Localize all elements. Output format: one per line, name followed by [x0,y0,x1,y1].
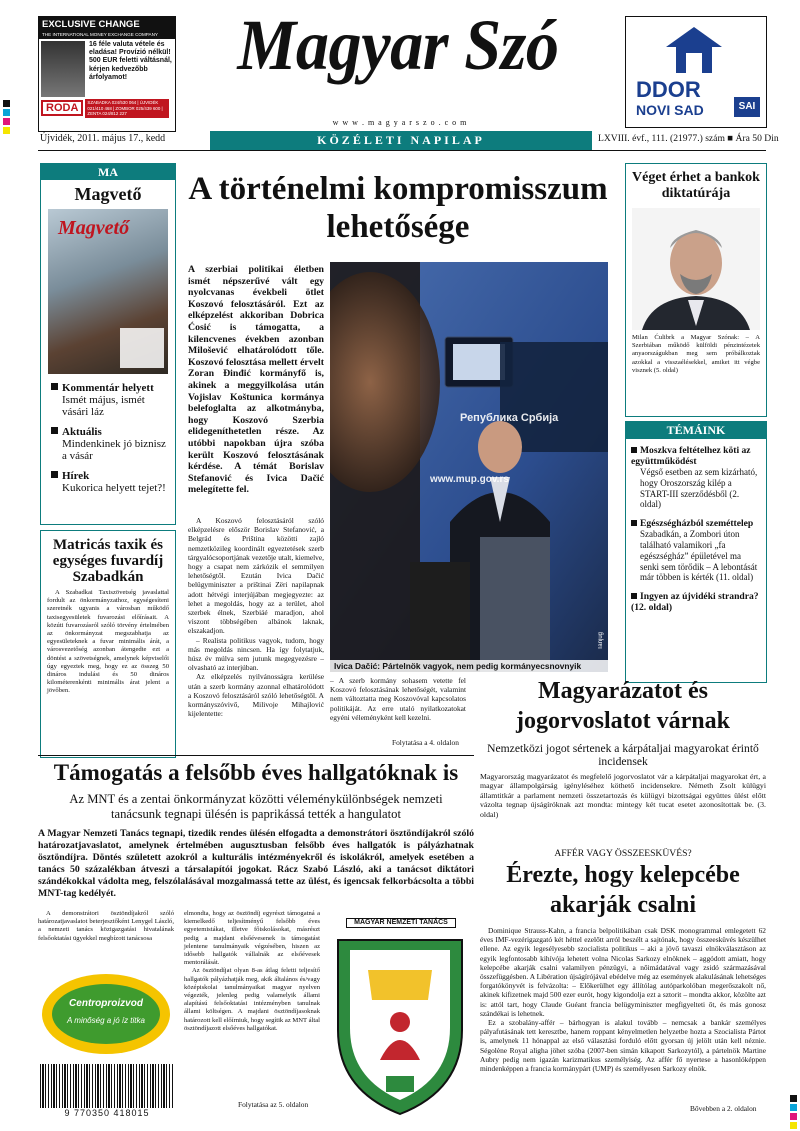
exchange-ad-title: EXCLUSIVE CHANGE [39,17,175,32]
ma-item-text: Ismét május, ismét vásári láz [62,394,145,418]
ddor-city: NOVI SAD [636,102,704,118]
temaink-header: TÉMÁINK [626,422,766,439]
bullet-icon [631,447,637,453]
photo-sign-text-2: www.mup.gov.rs [430,474,509,485]
bank-caption [626,330,766,375]
lead-body4: – A szerb kormány sohasem vetette fel Koszovó felosztásának lehetőségét, valamint nem változtatta meg Koszovóval kapcsolatos politikáját. Az erre utaló nyilatkozatokat egyéni véleményként kell kezelni. [330,676,466,722]
ddor-brand: DDOR [636,77,701,102]
temaink-item-title: Egészségházból szeméttelep [640,518,754,530]
culibrk-portrait [632,208,760,330]
rights-text: Magyarország magyarázatot és megfelelő jogorvoslatot vár a kárpátaljai magyarokat ért, a magyar állampolgárság igényléséhez köthető incidensekre. Németh Zsolt külügyi államtitkár a parlament nemzeti összetartozás és külügyi bizottságai együttes ülést előtt vázolta tegnap újságíróknak azt mondta: mintegy két tucat esetet azonosítottak be. (3. oldal) [480,772,766,819]
dsk-p2: Ez a szobalány-affér – bárhogyan is alakul tovább – nemcsak a bankár személyes pályafutásának tett keresztbe, hanem roppant kényelmetlen helyzetbe hozta a Szocialista Pártot is, amelynek 11 hónappal az első választási forduló előtt gyorsan új jelölt után kell néznie. Ségolène Royal aligha jöhet szóba (2007-ben simán kikapott Sarkozytól), a pártelnök Martine Aubry pedig nem igazán karizmatikus személyiség. Az affér fő nyertese a hasonlóképpen mindenképpen a francia kormánypárt (UMP) és személyesen Sarkozy elnök. [480,1018,766,1074]
taxi-text: A Szabadkai Taxiszövetség javaslattal fordult az önkormányzathoz, egységesíteni szeretnék ugyanis a városban működő taxisegyesületek fuvarozási előírásait. A közúti fuvarozásról szóló törvény értelmében az önkormányzat megszabhatja az egyesületeknek a fuvar minimális árát, a városvezetőség azonban átengedte ezt a döntést a szövetségnek, amelynek képviselői úgy egyeztek meg, hogy ez az összeg 50 dináros indulási és 50 dináros kilométerenkénti minimális árat jelent a jövőben. [47,589,169,695]
mnt-crest-text: MAGYAR NEMZETI TANÁCS [346,918,456,928]
lead-title[interactable]: A történelmi kompromisszum lehetősége [188,171,608,245]
ma-item-text: Kukorica helyett tejet?! [62,482,166,494]
lead-intro: A szerbiai politikai életben ismét népszerűvé vált egy nyolcvanas évekbeli ötlet Koszovó felosztásáról. Ezt az elképzelést akkoriban Dobrica Ćosić is támogatta, a kilencvenes években azonban Milošević elhatárolódott tőle. Koszovó felosztása mellett érvelt Zoran Đinđić kormányfő is, akinek a meggyilkolása után Vojislav Koštunica kormánya belefoglalta az alkotmányba, hogy Koszovó Szerbia elidegeníthetetlen része. Az utóbbi napokban újra szóba került Koszovó felosztásának kérdése. A témát Borislav Stefanović és Ivica Dačić melegítette fel. [188,264,324,496]
bank-caption-text: Milan Ćulibrk a Magyar Szónak: – A Szerbiában működő külföldi pénzintézetek anyaországukban meg sem próbálkoztak azokkal a visszaélésekkel, amiket itt végbe visznek (5. oldal) [632,334,760,374]
grants-col2b: Az ösztöndíjat olyan 8-as átlag feletti teljesítő hallgatók pályázhatják meg, akik általános és/vagy középiskolai tanulmányaikat magyar nyelven végezték, jelenleg pedig valamelyik állami alapítású felsőoktatási intézményben tanulnak állami költségen. A majdani ösztöndíjasoknak határozott kell előírniuk, hogy segítik az MNT által ösztöndíjazott elsőéves hallgatókat. [184,967,320,1032]
lead-body3: Az elképzelés nyilvánosságra kerülése után a szerb kormány azonnal elhatárolódott a Koszovó felosztásáról szóló lehetőségtől. A kormányszóvivő, Milivoje Mihajlović kijelentette: [188,672,324,719]
roda-logo: RODA [41,100,83,116]
taxi-article [40,530,176,758]
ma-title: Magvető [74,184,142,204]
dsk-title[interactable]: Érezte, hogy kelepcébe akarják csalni [506,862,740,918]
exchange-ad[interactable] [38,16,176,132]
taxi-title[interactable]: Matricás taxik és egységes fuvardíj Szabadkán [52,537,164,585]
section-rule [38,755,474,756]
grants-title[interactable]: Támogatás a felsőbb éves hallgatóknak is [53,760,459,785]
ma-header: MA [41,164,175,180]
masthead-date: Újvidék, 2011. május 17., kedd [40,133,166,144]
temaink-item-text: Végső esetben az sem kizárható, hogy Oroszország kilép a START-III szerződésből (2. oldal) [640,467,758,510]
masthead-title: Magyar Szó [237,5,559,85]
lead-photo-scene [330,262,608,672]
centroproizvod-brand: Centroproizvod [69,998,143,1009]
bullet-icon [631,593,637,599]
ma-item-title[interactable]: Aktuális [51,426,169,438]
grants-subtitle: Az MNT és a zentai önkormányzat közötti véleménykülönbségek nemzeti tanácsunk tegnapi ülésén is paprikássá tették a hangulatot [69,792,443,821]
centroproizvod-logo-icon [38,968,174,1060]
lead-body2: – Realista politikus vagyok, tudom, hogy más megoldás nincsen. Ha így folytatjuk, húsz év múlva sem jutunk megegyezésre – olvasható az interjúban. [188,635,324,673]
dsk-p1: Dominique Strauss-Kahn, a francia belpolitikában csak DSK monogrammal emlegetett 62 éves IMF-vezérigazgató két héttel ezelőtt arról beszélt a sajtónak, hogy összeesküvés készülhet ellene. Az egyik legesélyesebb szocialista politikus – aki a jövő tavaszi elnökválasztáson az egyik legfontosabb kihívója lehetett volna Nicolas Sarkozy elnöknek – aggódott amiatt, hogy kelepcébe akarják csalni valamilyen pénzügyi, a nőimádatával vagy zsidó származásával összefüggésben. A Libération újságírójával ebédelve még az események alakulásának lehetséges forgatókönyvét is felvázolta: – Előkerülhet egy állítólag autóparkolóban megerőszakolt nő, akinek kifizetnek majd 500 ezer eurót, hogy kigondolja ezt a sztorit – mondta akkor, közölte azt is: attól tart, hogy Claude Guéant francia belügyminiszter megfigyelteti őt, és más gonosz szándékai is lehetnek. [480,926,766,1018]
masthead-rule [38,150,766,151]
mnt-crest-icon [328,910,472,1118]
exchange-ad-tagline: THE INTERNATIONAL MONEY EXCHANGE COMPANY [39,32,175,39]
exchange-ad-contacts: SZABADKA 024/530 064 | ÚJVIDÉK 021/410 468 | ZOMBOR 025/439 600 | ZENTA 024/812 227 [85,99,169,118]
ma-item-text: Mindenkinek jó biznisz a vásár [62,438,166,462]
barcode-bars [40,1064,174,1108]
ddor-badge: SAI [734,97,760,117]
magveto-cover-image[interactable] [48,209,168,374]
lead-continue[interactable]: Folytatása a 4. oldalon [392,738,459,747]
dsk-kicker: AFFÉR VAGY ÖSSZEESKÜVÉS? [554,848,692,859]
registration-marks [3,100,10,136]
ma-item-title[interactable]: Hírek [51,470,169,482]
centroproizvod-ad[interactable] [38,968,174,1060]
mnt-crest [328,910,472,1118]
lead-body1: A Koszovó felosztásáról szóló elképzelésre először Borislav Stefanović, a Belgrád és Priština közötti zajló nemzetközileg koordinált egyeztetések szerb tárgyalócsoportjának vezetője utalt, kiemelve, hogy a csapat nem zárkózik el semmilyen lehetőségtől. Ezután Ivica Dačić belügyminiszter a prištinai Zëri napilapnak adott hétvégi interjújában megjegyezte: az lehet a megoldás, hogy az a terület, ahol szerbek élnek, Szerbiáé maradjon, ahol viszont többségében albánok laknak, elszakadjon. [188,516,324,636]
ddor-ad[interactable] [625,16,767,128]
grants-continue[interactable]: Folytatása az 5. oldalon [238,1100,309,1109]
rights-title[interactable]: Magyarázatot és jogorvoslatot várnak [516,678,730,734]
rights-subtitle: Nemzetközi jogot sértenek a kárpátaljai magyarokat érintő incidensek [487,742,759,768]
grants-col2 [184,910,320,1033]
bullet-icon [631,520,637,526]
ddor-logo-icon [664,25,724,75]
exchange-ad-text: 16 féle valuta vétele és eladása! Provízió nélkül! 500 EUR feletti váltásnál, kérjen kedvezőbb árfolyamot! [89,41,172,81]
dsk-continue[interactable]: Bővebben a 2. oldalon [690,1104,757,1113]
temaink-item-title: Ingyen az újvidéki strandra? (12. oldal) [631,591,759,614]
bank-title[interactable]: Véget érhet a bankok diktatúrája [632,170,760,201]
grants-lead: A Magyar Nemzeti Tanács tegnapi, tizedik rendes ülésén elfogadta a demonstrátori ösztöndíjakról szóló határozatjavaslatot, amelynek értelmében augusztusban felsőbb éves hallgatók is pályázhatnak ösztöndíjra. Döntés született azokról a kulturális intézményekről és iskolákról, amelyek esetében a tanács 50 százalékban átveszi a társalapítói jogokat. Rácz Szabó László, aki a tanácsot diktátori szándékokkal vádolta meg, felszólalásával mozgalmassá tette az ülést, és igencsak felkorbácsolta a többi MNT-tag kedélyét. [38,828,474,899]
lead-photo[interactable] [330,262,608,672]
centroproizvod-slogan: A minőség a jó íz titka [67,1016,145,1025]
lead-body-col1 [188,516,324,718]
masthead-url[interactable]: w w w . m a g y a r s z o . c o m [332,118,468,127]
photo-credit: Tanjug [598,632,604,650]
dsk-body [480,926,766,1073]
temaink-item[interactable] [631,591,761,613]
registration-marks-right [790,1095,797,1131]
photo-sign-text-1: Република Србија [460,412,559,424]
temaink-item-text: Szabadkán, a Zombori úton található valamikori „fa egészségház” épületével ma senki sem törődik – A lebontását már többen is kérték (11. oldal) [640,529,758,583]
ma-box [40,163,176,525]
grants-col1: A demonstrátori ösztöndíjakról szóló határozatjavaslatot beterjesztőként Lenygel László, a nemzeti tanács közigazgatási hivatalának felsőoktatási ügyekkel megbízott tanácsosa [38,910,174,942]
temaink-item[interactable] [631,518,761,529]
barcode-number: 9 770350 418015 [64,1108,150,1118]
masthead-subtitle: KÖZÉLETI NAPILAP [210,131,592,150]
temaink-box [625,421,767,683]
ma-item-title[interactable]: Kommentár helyett [51,382,169,394]
masthead-issue: LXVIII. évf., 111. (21977.) szám ■ Ára 50 Din [598,133,779,144]
grants-col2a: elmondta, hogy az ösztöndíj egyrészt támogatná a kiemelkedő teljesítményű felsőbb éves egyetemistákat, illetve főiskolásokat, másrészt pedig a majdani elsőévesenek is támogatást jelentene tanulmányaik végzésében, hiszen az idősebb hallgatók vállalnák az elsőévesek mentorálását. [184,910,320,967]
magveto-cover-title: Magvető [58,217,130,239]
barcode [40,1064,174,1118]
temaink-item[interactable] [631,445,761,467]
lead-photo-caption: Ivica Dačić: Pártelnök vagyok, nem pedig kormányecsnovnyik [330,660,608,672]
bank-article [625,163,767,417]
cover-textbox [120,328,164,368]
temaink-item-title: Moszkva feltételhez köti az együttműködést [631,445,751,467]
hand-money-image [41,41,85,97]
